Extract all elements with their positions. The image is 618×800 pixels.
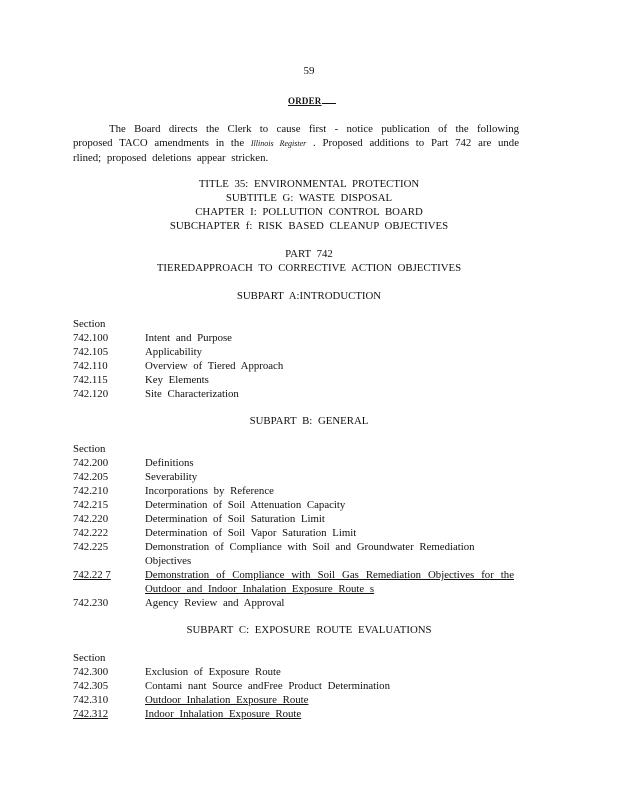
section-label: Section xyxy=(73,318,106,330)
section-row xyxy=(73,456,518,470)
section-number: 742.305 xyxy=(73,680,109,692)
section-row xyxy=(73,373,518,387)
section-title: Agency Review and Approval xyxy=(145,597,285,609)
section-title-continuation: Outdoor and Indoor Inhalation Exposure Route s xyxy=(145,583,375,595)
section-title: Indoor Inhalation Exposure Route xyxy=(145,708,302,720)
section-number: 742.205 xyxy=(73,471,109,483)
section-row xyxy=(73,512,518,526)
section-row xyxy=(73,331,518,345)
part-heading: PART 742 xyxy=(285,248,333,260)
section-number: 742.120 xyxy=(73,388,109,400)
order-heading: ORDER xyxy=(288,94,336,108)
section-row xyxy=(73,679,518,693)
section-row xyxy=(73,498,518,512)
section-title: Determination of Soil Vapor Saturation Limit xyxy=(145,527,357,539)
section-row xyxy=(73,596,518,610)
section-title: Severability xyxy=(145,471,198,483)
section-number: 742.115 xyxy=(73,374,108,386)
section-title: Definitions xyxy=(145,457,194,469)
section-title: Overview of Tiered Approach xyxy=(145,360,284,372)
section-row xyxy=(73,568,518,582)
section-number: 742.22 7 xyxy=(73,569,111,581)
subchapter-heading: SUBCHAPTER f: RISK BASED CLEANUP OBJECTIVES xyxy=(169,220,449,232)
intro-text-1: The Board directs the Clerk to cause first - notice publication of the following proposed TACO amendments in the xyxy=(73,123,519,149)
section-row xyxy=(73,526,518,540)
subpart-b-heading: SUBPART B: GENERAL xyxy=(249,415,369,427)
section-row xyxy=(73,707,518,721)
section-label: Section xyxy=(73,652,106,664)
section-row xyxy=(73,387,518,401)
section-number: 742.310 xyxy=(73,694,109,706)
intro-text-2: . Proposed additions to Part 742 are unde rlined; proposed deletions appear stricken. xyxy=(73,137,519,164)
section-title: Applicability xyxy=(145,346,202,358)
section-number: 742.215 xyxy=(73,499,109,511)
section-title: Exclusion of Exposure Route xyxy=(145,666,281,678)
section-number: 742.230 xyxy=(73,597,109,609)
section-title: Site Characterization xyxy=(145,388,239,400)
part-title: TIEREDAPPROACH TO CORRECTIVE ACTION OBJECTIVES xyxy=(156,262,462,274)
section-row-continuation xyxy=(73,554,518,568)
intro-paragraph xyxy=(73,122,519,165)
section-title: Determination of Soil Attenuation Capacity xyxy=(145,499,346,511)
section-number: 742.222 xyxy=(73,527,109,539)
section-number: 742.110 xyxy=(73,360,108,372)
section-title: Contami nant Source andFree Product Determination xyxy=(145,680,390,692)
intro-italic: Illinois Register xyxy=(250,139,307,148)
chapter-heading: CHAPTER I: POLLUTION CONTROL BOARD xyxy=(195,206,423,218)
section-number: 742.100 xyxy=(73,332,109,344)
section-title: Demonstration of Compliance with Soil and Groundwater Remediation xyxy=(145,541,475,553)
section-number: 742.225 xyxy=(73,541,109,553)
section-row xyxy=(73,484,518,498)
section-title: Demonstration of Compliance with Soil Gas Remediation Objectives for the xyxy=(145,569,514,581)
section-number: 742.300 xyxy=(73,666,109,678)
section-title: Intent and Purpose xyxy=(145,332,232,344)
section-row-continuation xyxy=(73,582,518,596)
section-number: 742.105 xyxy=(73,346,109,358)
subpart-c-heading: SUBPART C: EXPOSURE ROUTE EVALUATIONS xyxy=(186,624,432,636)
section-number: 742.200 xyxy=(73,457,109,469)
section-number: 742.312 xyxy=(73,708,109,720)
title-heading: TITLE 35: ENVIRONMENTAL PROTECTION xyxy=(198,178,420,190)
section-row xyxy=(73,665,518,679)
section-number: 742.210 xyxy=(73,485,109,497)
section-row xyxy=(73,540,518,554)
subtitle-heading: SUBTITLE G: WASTE DISPOSAL xyxy=(225,192,393,204)
page-number: 59 xyxy=(303,65,315,77)
section-number: 742.220 xyxy=(73,513,109,525)
section-title: Determination of Soil Saturation Limit xyxy=(145,513,325,525)
subpart-a-heading: SUBPART A:INTRODUCTION xyxy=(236,290,382,302)
section-row xyxy=(73,693,518,707)
section-row xyxy=(73,345,518,359)
section-row xyxy=(73,359,518,373)
section-label: Section xyxy=(73,443,106,455)
section-title: Incorporations by Reference xyxy=(145,485,274,497)
section-title: Key Elements xyxy=(145,374,209,386)
section-title-continuation: Objectives xyxy=(145,555,192,567)
section-title: Outdoor Inhalation Exposure Route xyxy=(145,694,309,706)
section-row xyxy=(73,470,518,484)
